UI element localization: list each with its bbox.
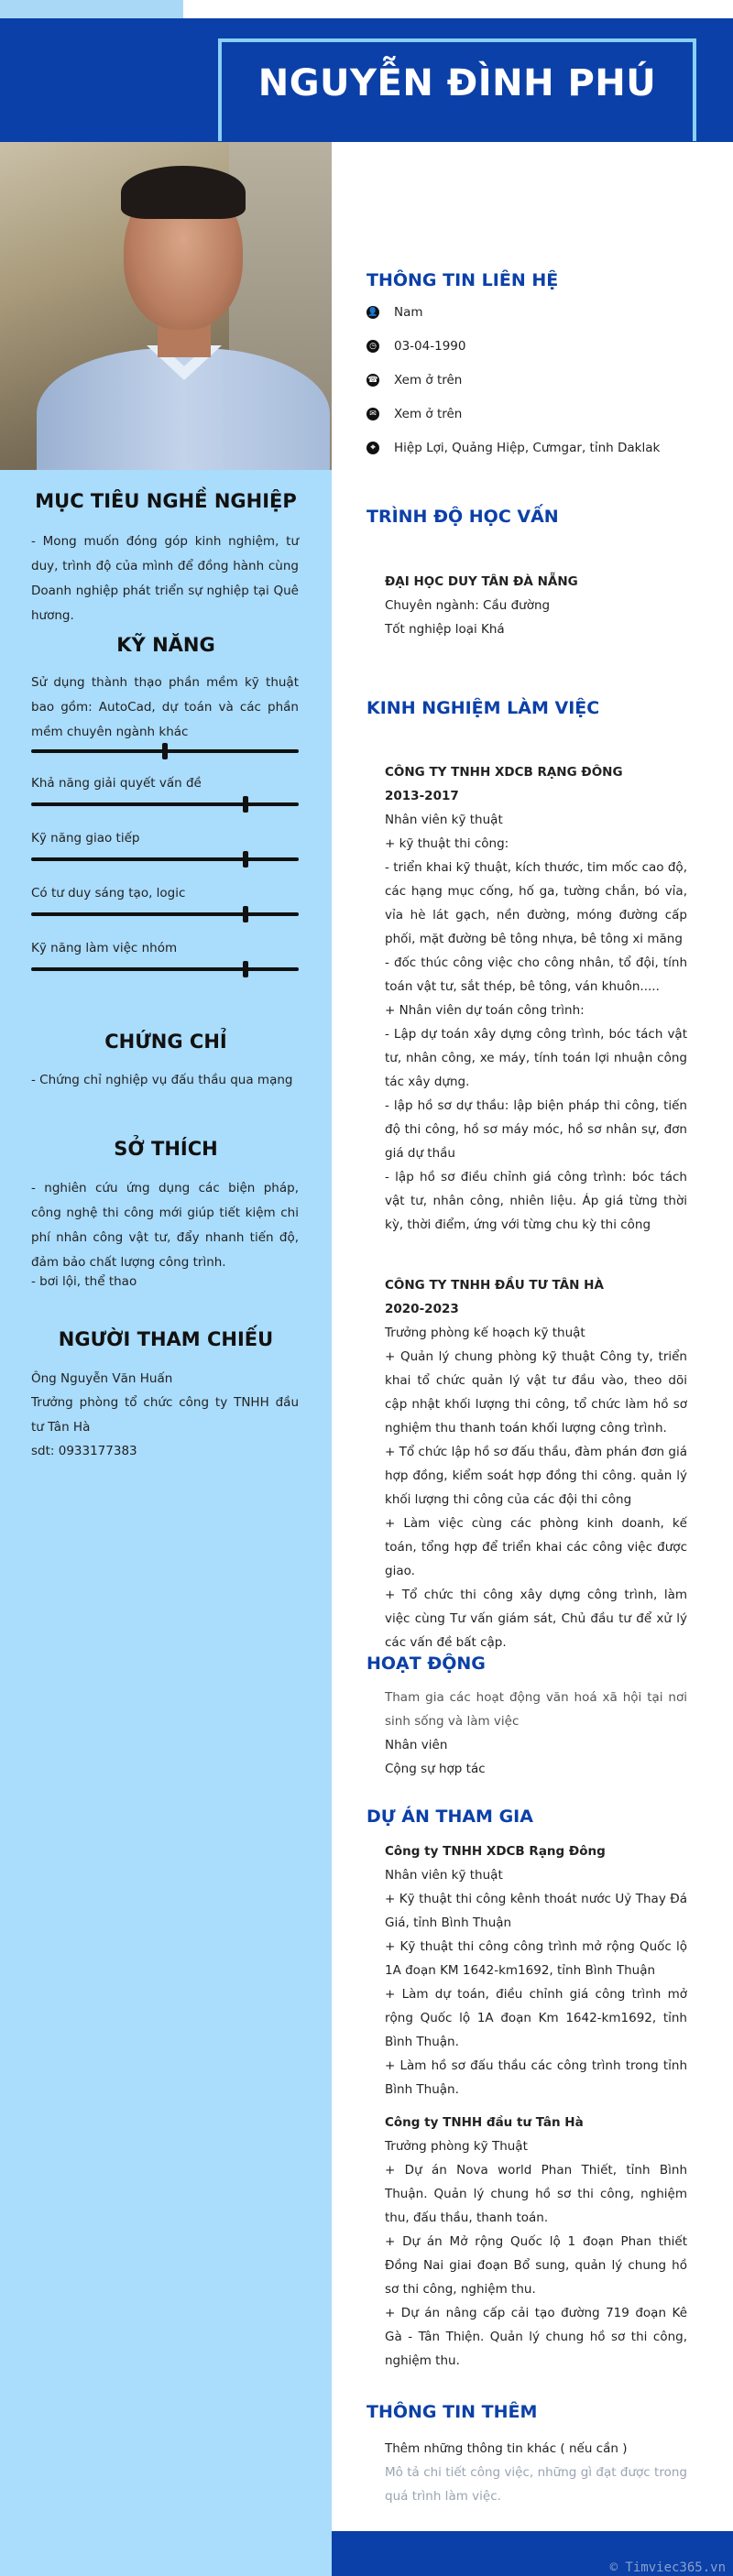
job-1-line: - Lập dự toán xây dựng công trình, bóc tách vật tư, nhân công, xe máy, tính toán lợi nhuận công tác xây dựng.	[385, 1027, 687, 1089]
contact-address	[366, 441, 660, 455]
job-1-line: + kỹ thuật thi công:	[385, 836, 509, 851]
education-title: TRÌNH ĐỘ HỌC VẤN	[366, 507, 559, 527]
experience-title: KINH NGHIỆM LÀM VIỆC	[366, 698, 600, 718]
contact-phone	[366, 373, 462, 387]
job-1-period: 2013-2017	[385, 789, 459, 803]
skill-label-1: Khả năng giải quyết vấn đề	[31, 776, 202, 791]
job-2-line: + Tổ chức lập hồ sơ đấu thầu, đàm phán đơn giá hợp đồng, kiểm soát hợp đồng thi công. quản lý khối lượng thi công của các đội thi công	[385, 1445, 687, 1507]
job-2-company: CÔNG TY TNHH ĐẦU TƯ TÂN HÀ	[385, 1278, 604, 1293]
education-grade: Tốt nghiệp loại Khá	[385, 622, 505, 637]
location-icon: ⌖	[366, 442, 379, 454]
experience-job-1	[385, 760, 687, 1237]
skill-label-4: Kỹ năng làm việc nhóm	[31, 941, 178, 955]
references-title: NGƯỜI THAM CHIẾU	[58, 1328, 274, 1350]
skill-bar-3	[31, 912, 299, 916]
skill-knob-1	[243, 796, 248, 813]
clock-icon: ◷	[366, 340, 379, 353]
contact-title: THÔNG TIN LIÊN HỆ	[366, 270, 559, 290]
job-1-line: + Nhân viên dự toán công trình:	[385, 1003, 585, 1018]
job-2-period: 2020-2023	[385, 1302, 459, 1316]
hobbies-text-2: - bơi lội, thể thao	[31, 1274, 137, 1289]
job-2-role: Trưởng phòng kế hoạch kỹ thuật	[385, 1326, 585, 1340]
project-1-company: Công ty TNHH XDCB Rạng Đông	[385, 1844, 606, 1859]
objective-text: - Mong muốn đóng góp kinh nghiệm, tư duy, trình độ của mình để đồng hành cùng Doanh nghiệp phát triển sự nghiệp tại Quê hương.	[31, 534, 299, 623]
job-1-line: - triển khai kỹ thuật, kích thước, tim mốc cao độ, các hạng mục cống, hố ga, tường chắn, bó vỉa, vỉa hè lát gạch, nền đường, móng đường cấp phối, mặt đường bê tông nhựa, bê tông xi măng	[385, 860, 687, 946]
job-1-line: - lập hồ sơ dự thầu: lập biện pháp thi công, tiến độ thi công, hồ sơ máy móc, hồ sơ nhân sự, đơn giá dự thầu	[385, 1098, 687, 1161]
skill-bar-0	[31, 749, 299, 753]
projects-title: DỰ ÁN THAM GIA	[366, 1806, 533, 1827]
skill-knob-2	[243, 851, 248, 868]
project-1-line: + Làm dự toán, điều chỉnh giá công trình mở rộng Quốc lộ 1A đoạn Km 1642-km1692, tỉnh Bình Thuận.	[385, 1987, 687, 2049]
person-icon: 👤	[367, 308, 378, 317]
skill-label-0: Sử dụng thành thạo phần mềm kỹ thuật bao gồm: AutoCad, dự toán và các phần mềm chuyên ngành khác	[31, 675, 299, 739]
certificates-text: - Chứng chỉ nghiệp vụ đấu thầu qua mạng	[31, 1073, 293, 1087]
objective-title: MỤC TIÊU NGHỀ NGHIỆP	[35, 490, 297, 512]
skill-label-2: Kỹ năng giao tiếp	[31, 831, 140, 846]
skill-bar-1	[31, 802, 299, 806]
skill-knob-3	[243, 906, 248, 922]
project-1-line: + Kỹ thuật thi công công trình mở rộng Quốc lộ 1A đoạn KM 1642-km1692, tỉnh Bình Thuận	[385, 1939, 687, 1978]
job-2-line: + Tổ chức thi công xây dựng công trình, làm việc cùng Tư vấn giám sát, Chủ đầu tư để xử lý các vấn đề bất cập.	[385, 1588, 687, 1650]
reference-position: Trưởng phòng tổ chức công ty TNHH đầu tư Tân Hà	[31, 1395, 299, 1435]
extra-text: Thêm những thông tin khác ( nếu cần )	[385, 2441, 628, 2456]
projects-block	[385, 1839, 687, 2373]
education-school: ĐẠI HỌC DUY TÂN ĐÀ NẴNG	[385, 574, 578, 589]
experience-job-2	[385, 1273, 687, 1654]
activities-role: Nhân viên	[385, 1738, 448, 1752]
job-1-company: CÔNG TY TNHH XDCB RẠNG ĐÔNG	[385, 765, 623, 780]
activities-title: HOẠT ĐỘNG	[366, 1654, 486, 1674]
footer-left	[0, 2531, 332, 2576]
project-1-role: Nhân viên kỹ thuật	[385, 1868, 503, 1883]
project-2-company: Công ty TNHH đầu tư Tân Hà	[385, 2115, 584, 2130]
job-1-line: - lập hồ sơ điều chỉnh giá công trình: bóc tách vật tư, nhân công, nhiên liệu. Áp giá từng thời kỳ, thời điểm, ứng với từng chu kỳ thi công	[385, 1170, 687, 1232]
job-1-role: Nhân viên kỹ thuật	[385, 813, 503, 827]
email-icon: ✉	[366, 408, 379, 420]
top-accent-strip	[0, 0, 183, 18]
skill-label-3: Có tư duy sáng tạo, logic	[31, 886, 186, 901]
activities-detail: Cộng sự hợp tác	[385, 1762, 486, 1776]
name-frame	[218, 38, 696, 141]
contact-birthday	[366, 339, 465, 354]
job-2-line: + Quản lý chung phòng kỹ thuật Công ty, triển khai tổ chức quản lý vật tư đầu vào, theo dõi cập nhật khối lượng thi công, tổ chức làm hồ sơ nghiệm thu thanh toán khối lượng công trình.	[385, 1349, 687, 1435]
education-major: Chuyên ngành: Cầu đường	[385, 598, 551, 613]
project-2-line: + Dự án Mở rộng Quốc lộ 1 đoạn Phan thiết Đồng Nai giai đoạn Bổ sung, quản lý chung hồ sơ thi công, nghiệm thu.	[385, 2234, 687, 2297]
certificates-title: CHỨNG CHỈ	[104, 1031, 227, 1053]
project-1-line: + Kỹ thuật thi công kênh thoát nước Uỷ Thay Đá Giá, tỉnh Bình Thuận	[385, 1892, 687, 1930]
extra-hint: Mô tả chi tiết công việc, những gì đạt được trong quá trình làm việc.	[385, 2465, 687, 2504]
skill-knob-4	[243, 961, 248, 977]
project-1-line: + Làm hồ sơ đấu thầu các công trình trong tỉnh Bình Thuận.	[385, 2058, 687, 2097]
activities-block	[385, 1686, 687, 1781]
contact-gender	[366, 305, 423, 320]
contact-address-value: Hiệp Lợi, Quảng Hiệp, Cưmgar, tỉnh Daklak	[394, 441, 661, 455]
extra-block	[385, 2437, 687, 2508]
candidate-name: NGUYỄN ĐÌNH PHÚ	[257, 62, 657, 104]
skill-knob-0	[162, 743, 168, 759]
reference-phone: sdt: 0933177383	[31, 1444, 137, 1458]
photo-hair	[121, 166, 246, 219]
site-watermark: © Timviec365.vn	[609, 2560, 726, 2575]
skill-bar-4	[31, 967, 299, 971]
hobbies-title: SỞ THÍCH	[114, 1138, 218, 1160]
contact-email-value: Xem ở trên	[394, 407, 463, 421]
activities-desc: Tham gia các hoạt động văn hoá xã hội tại nơi sinh sống và làm việc	[385, 1690, 687, 1729]
contact-email	[366, 407, 462, 421]
extra-title: THÔNG TIN THÊM	[366, 2402, 538, 2422]
contact-gender-value: Nam	[394, 305, 423, 320]
project-2-line: + Dự án nâng cấp cải tạo đường 719 đoạn Kê Gà - Tân Thiện. Quản lý chung hồ sơ thi công, nghiệm thu.	[385, 2306, 687, 2368]
reference-name: Ông Nguyễn Văn Huấn	[31, 1371, 173, 1386]
profile-photo	[0, 142, 332, 470]
job-1-line: - đốc thúc công việc cho công nhân, tổ đội, tính toán vật tư, sắt thép, bê tông, ván khuôn.....	[385, 955, 687, 994]
job-2-line: + Làm việc cùng các phòng kinh doanh, kế toán, tổng hợp để triển khai các công việc được giao.	[385, 1516, 687, 1578]
project-2-role: Trưởng phòng kỹ Thuật	[385, 2139, 528, 2154]
contact-phone-value: Xem ở trên	[394, 373, 463, 387]
skill-bar-2	[31, 857, 299, 861]
hobbies-text-1: - nghiên cứu ứng dụng các biện pháp, công nghệ thi công mới giúp tiết kiệm chi phí nhân công vật tư, đẩy nhanh tiến độ, đảm bảo chất lượng công trình.	[31, 1181, 299, 1270]
phone-icon: ☎	[367, 376, 378, 385]
contact-birthday-value: 03-04-1990	[394, 339, 466, 354]
skills-title: KỸ NĂNG	[116, 634, 215, 656]
project-2-line: + Dự án Nova world Phan Thiết, tỉnh Bình Thuận. Quản lý chung hồ sơ thi công, nghiệm thu, đấu thầu, thanh toán.	[385, 2163, 687, 2225]
